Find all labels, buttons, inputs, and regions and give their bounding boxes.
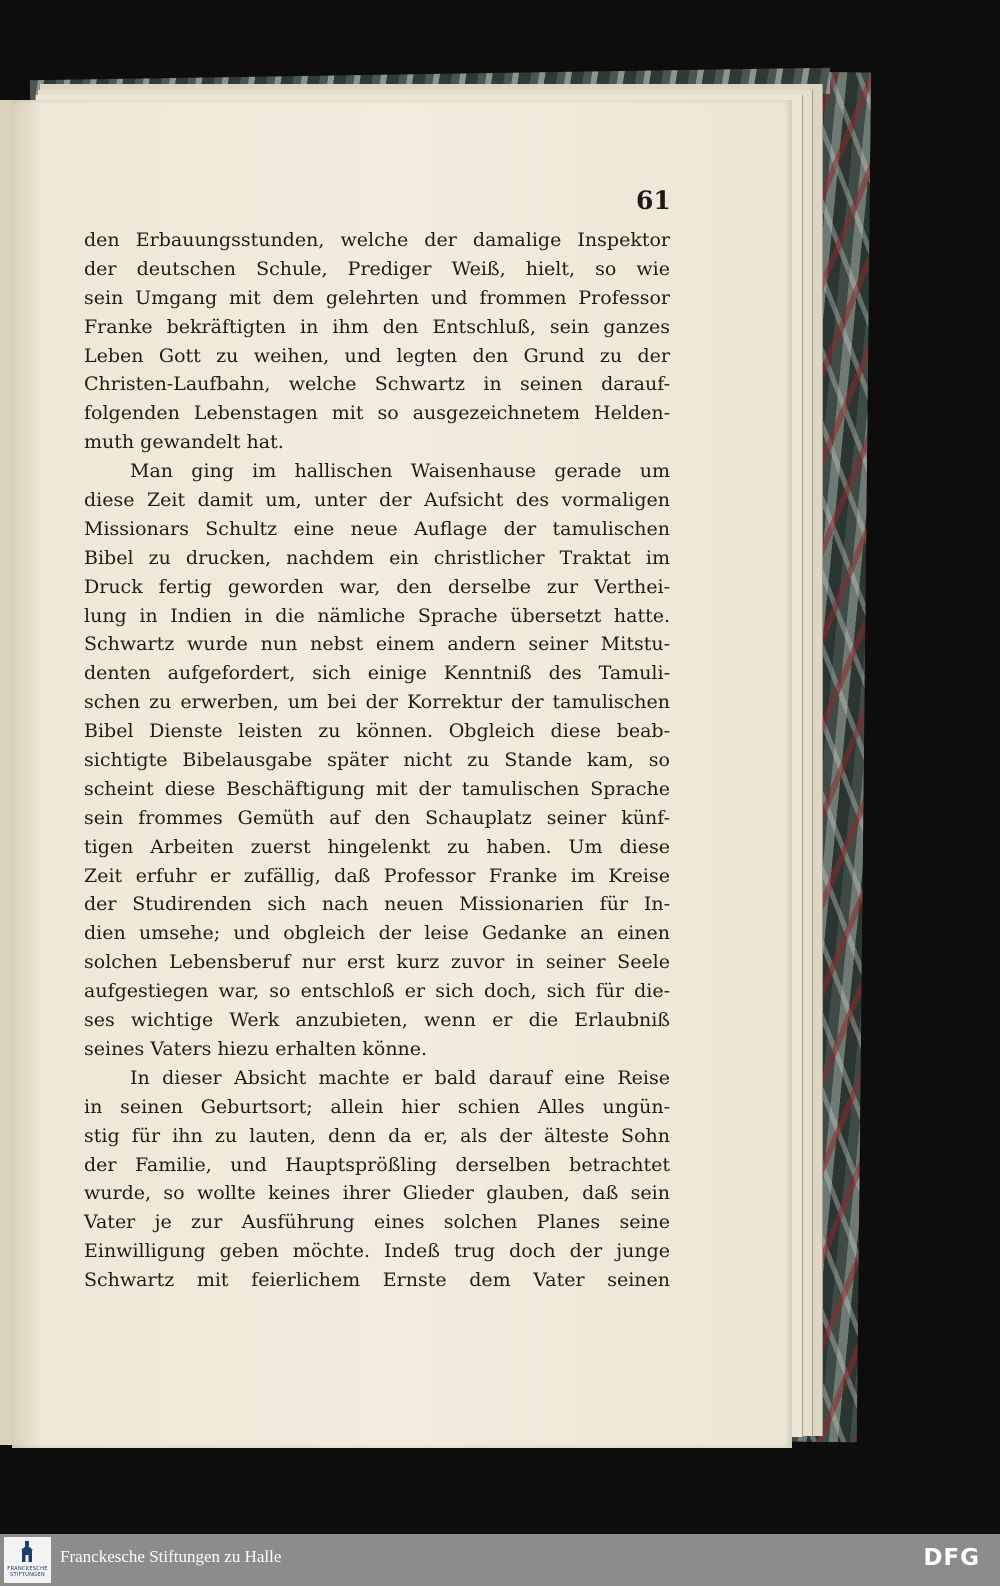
text-line: sein frommes Gemüth auf den Schauplatz seiner künf- <box>84 806 670 829</box>
text-line: Franke bekräftigten in ihm den Entschluß, sein ganzes <box>84 315 670 338</box>
text-line: muth gewandelt hat. <box>84 431 284 454</box>
text-line: stig für ihn zu lauten, denn da er, als der älteste Sohn <box>84 1124 670 1147</box>
text-line: solchen Lebensberuf nur erst kurz zuvor in seiner Seele <box>84 951 670 974</box>
franckesche-stiftungen-logo[interactable] <box>4 1537 51 1583</box>
text-line: Zeit erfuhr er zufällig, daß Professor Franke im Kreise <box>84 864 670 887</box>
text-line: den Erbauungsstunden, welche der damalige Inspektor <box>84 229 670 251</box>
text-line: Schwartz mit feierlichem Ernste dem Vater seinen <box>84 1269 670 1292</box>
viewer-footer-bar <box>0 1534 1000 1586</box>
page-number: 61 <box>636 186 671 215</box>
text-line: denten aufgefordert, sich einige Kenntniß des Tamuli- <box>84 662 670 685</box>
text-line: der Familie, und Hauptsprößling derselben betrachtet <box>84 1153 670 1176</box>
text-line: Druck fertig geworden war, den derselbe zur Verthei- <box>84 575 670 598</box>
logo-text: FRANCKESCHE STIFTUNGEN <box>7 1566 48 1578</box>
text-line: Vater je zur Ausführung eines solchen Planes seine <box>84 1211 670 1234</box>
text-line: Missionars Schultz eine neue Auflage der tamulischen <box>84 517 670 540</box>
text-line: diese Zeit damit um, unter der Aufsicht des vormaligen <box>84 489 670 512</box>
text-line: sichtigte Bibelausgabe später nicht zu Stande kam, so <box>84 749 670 772</box>
text-line: Leben Gott zu weihen, und legten den Grund zu der <box>84 344 670 367</box>
text-line: aufgestiegen war, so entschloß er sich doch, sich für die- <box>84 980 670 1003</box>
text-line: Bibel Dienste leisten zu können. Obgleich diese beab- <box>84 720 670 743</box>
dfg-logo[interactable]: DFG <box>923 1545 980 1571</box>
text-line: scheint diese Beschäftigung mit der tamulischen Sprache <box>84 777 670 800</box>
building-icon <box>19 1541 35 1563</box>
text-line: ses wichtige Werk anzubieten, wenn er die Erlaubniß <box>84 1009 670 1032</box>
text-line: wurde, so wollte keines ihrer Glieder glauben, daß sein <box>84 1182 670 1205</box>
text-line: Bibel zu drucken, nachdem ein christlicher Traktat im <box>84 546 670 569</box>
text-line: schen zu erwerben, um bei der Korrektur der tamulischen <box>84 691 670 714</box>
text-line: Christen-Laufbahn, welche Schwartz in seinen darauf- <box>84 373 670 396</box>
text-line: In dieser Absicht machte er bald darauf eine Reise <box>130 1066 670 1089</box>
text-line: der deutschen Schule, Prediger Weiß, hielt, so wie <box>84 257 670 280</box>
text-line: in seinen Geburtsort; allein hier schien Alles ungün- <box>84 1095 670 1118</box>
text-line: folgenden Lebenstagen mit so ausgezeichnetem Helden- <box>84 402 670 425</box>
text-line: Man ging im hallischen Waisenhause gerade um <box>130 460 670 483</box>
text-line: Einwilligung geben möchte. Indeß trug doch der junge <box>84 1240 670 1263</box>
text-line: seines Vaters hiezu erhalten könne. <box>84 1037 428 1060</box>
text-line: Schwartz wurde nun nebst einem andern seiner Mitstu- <box>84 633 670 656</box>
page-body-text <box>84 226 670 1295</box>
institution-name[interactable]: Franckesche Stiftungen zu Halle <box>60 1547 282 1566</box>
text-line: dien umsehe; und obgleich der leise Gedanke an einen <box>84 922 670 945</box>
text-line: tigen Arbeiten zuerst hingelenkt zu haben. Um diese <box>84 835 670 858</box>
text-line: lung in Indien in die nämliche Sprache übersetzt hatte. <box>84 604 670 627</box>
text-line: der Studirenden sich nach neuen Missionarien für In- <box>84 893 670 916</box>
text-line: sein Umgang mit dem gelehrten und frommen Professor <box>84 286 670 309</box>
